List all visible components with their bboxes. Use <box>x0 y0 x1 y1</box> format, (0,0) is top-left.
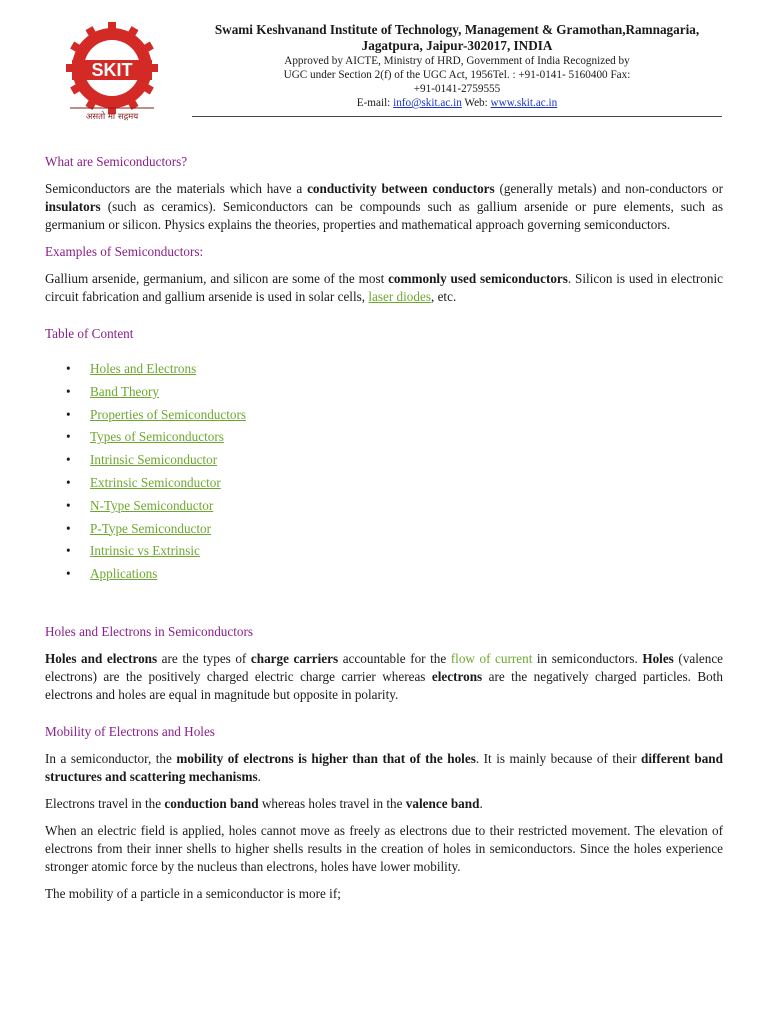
toc-item <box>45 495 723 518</box>
toc-item <box>45 563 723 586</box>
holes-text-4: (valence electrons) are the positively charged electric charge carrier whereas <box>45 650 724 684</box>
bullet-icon: • <box>66 452 71 468</box>
toc-item <box>45 404 723 427</box>
toc-item <box>45 426 723 449</box>
toc-item <box>45 381 723 404</box>
logo-text: SKIT <box>91 60 133 80</box>
toc-item <box>45 540 723 563</box>
examples-text-1: Gallium arsenide, germanium, and silicon are some of the most <box>45 271 389 286</box>
holes-bold-2: charge carriers <box>250 650 339 666</box>
mobility-paragraph-3: When an electric field is applied, holes cannot move as freely as electrons due to their restricted movement. The elevation of electrons from their inner shells to higher shells results in the creation of holes in semiconductors. Since the holes experience stronger atomic force by the nucleus than electrons, holes have lower mobility. <box>45 822 723 874</box>
intro-paragraph <box>45 180 723 234</box>
bullet-icon: • <box>66 383 71 399</box>
mobility1-text-2: . It is mainly because of their <box>475 750 642 766</box>
toc-item <box>45 358 723 381</box>
document-body <box>45 150 723 903</box>
heading-examples: Examples of Semiconductors: <box>45 244 204 259</box>
mobility2-text-2: whereas holes travel in the <box>258 795 406 811</box>
heading-table-of-content: Table of Content <box>45 326 134 341</box>
toc-link-holes-and-electrons[interactable]: Holes and Electrons <box>90 361 197 376</box>
mobility1-text-3: . <box>257 768 261 784</box>
intro-text-2: (generally metals) and non-conductors or <box>494 181 723 196</box>
bullet-icon: • <box>66 520 71 536</box>
toc-link-properties[interactable]: Properties of Semiconductors <box>90 406 247 422</box>
bullet-icon: • <box>66 474 71 490</box>
toc-link-intrinsic-vs-extrinsic[interactable]: Intrinsic vs Extrinsic <box>90 543 200 559</box>
toc-link-n-type[interactable]: N-Type Semiconductor <box>90 497 214 513</box>
bullet-icon: • <box>66 543 71 559</box>
bullet-icon: • <box>66 497 71 513</box>
mobility2-bold-1: conduction band <box>164 795 259 811</box>
email-label: E-mail: <box>356 97 394 109</box>
intro-text-3: (such as ceramics). Semiconductors can be compounds such as gallium arsenide or pure elements, such as germanium or silicon. Physics explains the theories, properties and mathematical approach governing semiconductors. <box>45 199 723 232</box>
mobility2-text-1: Electrons travel in the <box>45 795 165 811</box>
bullet-icon: • <box>66 361 71 376</box>
laser-diodes-link[interactable]: laser diodes <box>368 289 431 304</box>
bullet-icon: • <box>66 406 71 422</box>
mobility1-bold-2: different band structures and scattering mechanisms <box>45 750 723 784</box>
examples-paragraph <box>45 270 723 306</box>
skit-logo-icon <box>66 22 158 122</box>
web-label: Web: <box>461 97 491 109</box>
toc-link-types[interactable]: Types of Semiconductors <box>90 429 224 445</box>
email-link[interactable]: info@skit.ac.in <box>393 97 462 109</box>
toc-link-band-theory[interactable]: Band Theory <box>90 383 159 399</box>
flow-of-current-text: flow of current <box>450 650 533 666</box>
header-divider <box>192 116 722 117</box>
contact-line <box>192 96 722 110</box>
heading-mobility: Mobility of Electrons and Holes <box>45 723 215 739</box>
mobility1-text-1: In a semiconductor, the <box>45 750 177 766</box>
approval-line1: Approved by AICTE, Ministry of HRD, Government of India Recognized by <box>284 55 630 67</box>
institute-name-line1: Swami Keshvanand Institute of Technology, Management & Gramothan,Ramnagaria, <box>214 22 700 37</box>
mobility-paragraph-4: The mobility of a particle in a semiconductor is more if; <box>45 885 341 901</box>
holes-bold-3: Holes <box>642 650 674 666</box>
mobility-paragraph-2 <box>45 795 723 813</box>
table-of-content-list <box>45 358 723 586</box>
intro-bold-2: insulators <box>45 199 101 214</box>
intro-bold-1: conductivity between conductors <box>307 181 495 196</box>
mobility-paragraph-1 <box>45 750 723 786</box>
holes-text-1: are the types of <box>157 650 251 666</box>
mobility2-text-3: . <box>479 795 483 811</box>
fax-number: +91-0141-2759555 <box>413 83 501 95</box>
toc-item <box>45 449 723 472</box>
toc-item <box>45 518 723 541</box>
examples-bold-1: commonly used semiconductors <box>388 271 568 286</box>
logo-motto: असतो मा सद्गमय <box>85 112 139 122</box>
institute-name-line2: Jagatpura, Jaipur-302017, INDIA <box>361 38 553 53</box>
bullet-icon: • <box>66 566 71 582</box>
letterhead <box>192 22 722 110</box>
heading-holes-and-electrons: Holes and Electrons in Semiconductors <box>45 623 254 639</box>
approval-line2: UGC under Section 2(f) of the UGC Act, 1956Tel. : +91-0141- 5160400 Fax: <box>283 69 631 81</box>
toc-link-p-type[interactable]: P-Type Semiconductor <box>90 520 212 536</box>
heading-what-are-semiconductors: What are Semiconductors? <box>45 154 188 169</box>
toc-link-intrinsic[interactable]: Intrinsic Semiconductor <box>90 452 218 468</box>
holes-paragraph <box>45 650 723 704</box>
examples-text-2: . Silicon is used in electronic circuit fabrication and gallium arsenide is used in solar cells, <box>45 271 723 304</box>
web-link[interactable]: www.skit.ac.in <box>490 97 558 109</box>
intro-text-1: Semiconductors are the materials which have a <box>45 181 308 196</box>
institute-logo <box>66 22 158 122</box>
examples-text-3: , etc. <box>430 289 457 304</box>
holes-text-3: in semiconductors. <box>532 650 643 666</box>
mobility1-bold-1: mobility of electrons is higher than that of the holes <box>176 750 476 766</box>
bullet-icon: • <box>66 429 71 445</box>
mobility2-bold-2: valence band <box>405 795 480 811</box>
holes-text-5: are the negatively charged particles. Both electrons and holes are equal in magnitude but opposite in polarity. <box>45 668 723 702</box>
holes-bold-1: Holes and electrons <box>45 650 158 666</box>
toc-link-extrinsic[interactable]: Extrinsic Semiconductor <box>90 474 221 490</box>
toc-link-applications[interactable]: Applications <box>90 566 158 582</box>
toc-item <box>45 472 723 495</box>
holes-bold-4: electrons <box>431 668 483 684</box>
holes-text-2: accountable for the <box>338 650 451 666</box>
